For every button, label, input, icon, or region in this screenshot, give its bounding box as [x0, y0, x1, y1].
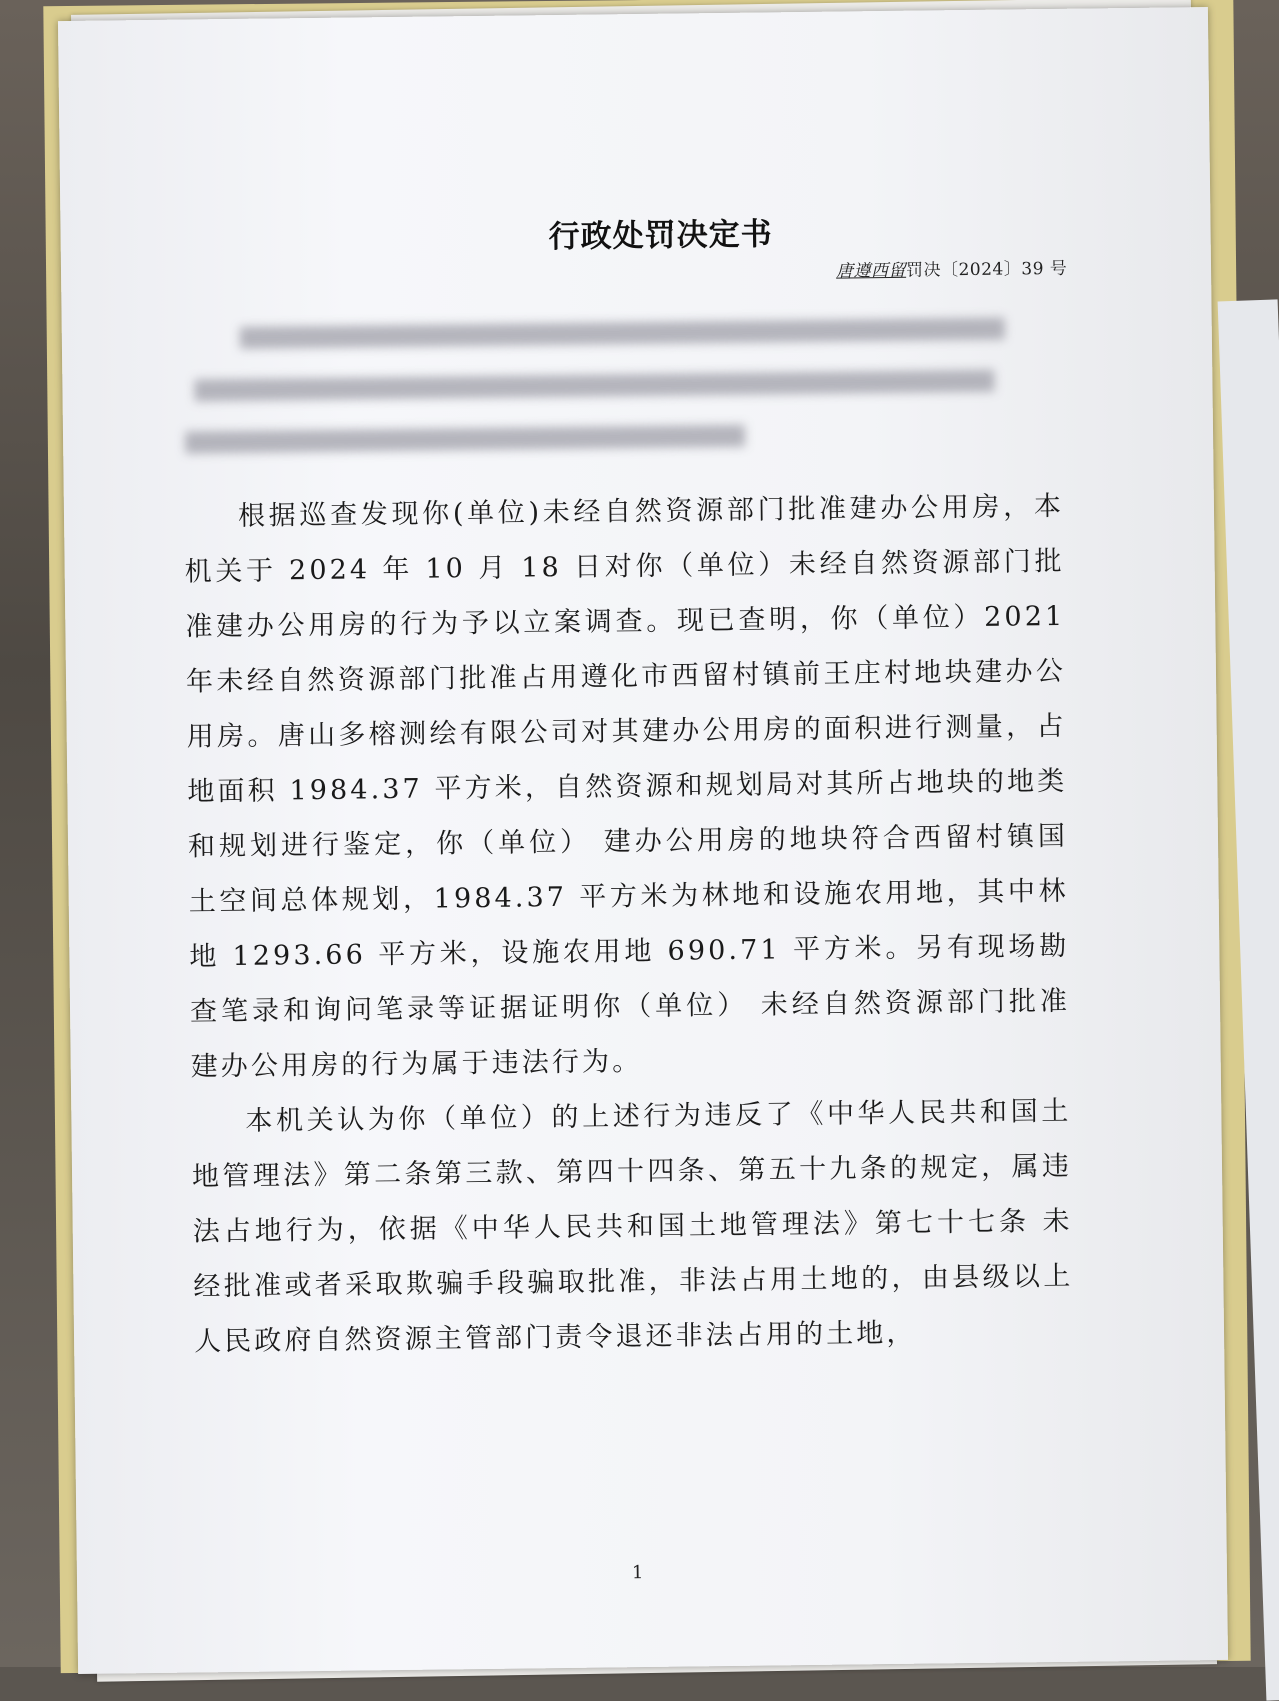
document-page [58, 7, 1228, 1674]
document-number-suffix: 罚决〔2024〕39 号 [905, 258, 1068, 281]
document-title: 行政处罚决定书 [548, 216, 773, 256]
document-body [184, 479, 1075, 1370]
redaction-line-2 [194, 370, 994, 402]
page-number: 1 [631, 1562, 644, 1584]
body-paragraph-1: 根据巡查发现你(单位)未经自然资源部门批准建办公用房，本机关于 2024 年 10 月 18 日对你（单位）未经自然资源部门批准建办公用房的行为予以立案调查。现已查明，你（单位）2021 年未经自然资源部门批准占用遵化市西留村镇前王庄村地块建办公用房。唐山多榕测绘有限公司对其建办公用房的面积进行测量，占地面积 1984.37 平方米，自然资源和规划局对其所占地块的地类和规划进行鉴定，你（单位） 建办公用房的地块符合西留村镇国土空间总体规划，1984.37 平方米为林地和设施农用地，其中林地 1293.66 平方米，设施农用地 690.71 平方米。另有现场勘查笔录和询问笔录等证据证明你（单位） 未经自然资源部门批准建办公用房的行为属于违法行为。 [184, 490, 1071, 1083]
body-paragraph-2: 本机关认为你（单位）的上述行为违反了《中华人民共和国土地管理法》第二条第三款、第四十四条、第五十九条的规定，属违法占地行为，依据《中华人民共和国土地管理法》第七十七条 未经批准或者采取欺骗手段骗取批准，非法占用土地的，由县级以上人民政府自然资源主管部门责令退还非法占用的土地， [191, 1095, 1074, 1358]
document-number-prefix: 唐遵西留 [835, 260, 907, 282]
redaction-line-3 [185, 425, 745, 454]
redaction-line-1 [240, 318, 1005, 349]
document-number [836, 254, 1068, 282]
